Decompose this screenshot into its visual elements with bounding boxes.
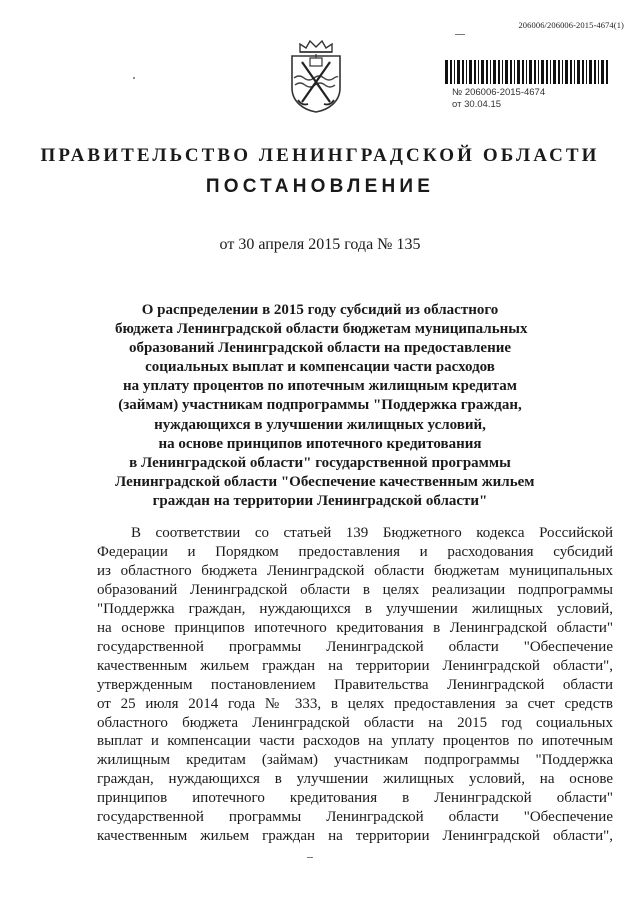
subject-line: на основе принципов ипотечного кредитования [158,435,482,452]
subject-line: (займам) участникам подпрограммы "Поддержка граждан, [118,397,522,414]
document-id: 206006/206006-2015-4674(1) [518,20,624,30]
scan-mark [455,34,465,35]
body-line: от 25 июля 2014 года № 333, в целях предоставления за счет средств [97,695,613,712]
body-line: образований Ленинградской области в целях реализации подпрограммы [97,581,613,598]
subject-line: образований Ленинградской области на предоставление [128,340,512,357]
scan-speck [133,77,135,79]
document-body [97,524,613,846]
government-title: ПРАВИТЕЛЬСТВО ЛЕНИНГРАДСКОЙ ОБЛАСТИ [40,145,600,166]
body-line: В соответствии со статьей 139 Бюджетного кодекса Российской [131,525,613,541]
body-line: "Поддержка граждан, нуждающихся в улучшении жилищных условий, [97,600,613,617]
body-line: государственной программы Ленинградской области "Обеспечение [97,809,613,826]
body-line: Федерации и Порядком предоставления и расходования субсидий [97,543,613,560]
body-line: граждан, нуждающихся в улучшении жилищных условий, на основе [97,771,613,788]
body-line: качественным жильем граждан на территории Ленинградской области", [97,657,613,674]
subject-line: в Ленинградской области" государственной программы [129,454,511,471]
body-line: государственной программы Ленинградской области "Обеспечение [97,638,613,655]
registration-number: № 206006-2015-4674 [452,87,546,98]
subject-line: нуждающихся в улучшении жилищных условий, [154,416,486,433]
registration-date: от 30.04.15 [452,99,502,110]
barcode-icon [445,60,611,84]
subject-line: бюджета Ленинградской области бюджетам муниципальных [115,321,528,338]
subject-line: граждан на территории Ленинградской области" [152,492,488,509]
document-date-number: от 30 апреля 2015 года № 135 [219,236,421,253]
document-subject [115,301,535,511]
scan-mark [307,857,313,858]
body-line: областного бюджета Ленинградской области на 2015 год социальных [97,714,613,731]
subject-line: О распределении в 2015 году субсидий из областного [141,302,499,318]
subject-line: социальных выплат и компенсации части расходов [145,359,495,376]
body-line: принципов ипотечного кредитования в Ленинградской области" [97,790,613,807]
body-line: качественным жильем граждан на территории Ленинградской области", [97,828,613,845]
body-line: выплат и компенсации части расходов на уплату процентов по ипотечным [97,733,613,750]
body-line: из областного бюджета Ленинградской области бюджетам муниципальных [97,562,613,579]
body-line: жилищным кредитам (займам) участникам подпрограммы "Поддержка [97,752,613,769]
body-line: на основе принципов ипотечного кредитования в Ленинградской области" [97,619,613,636]
body-line: утвержденным постановлением Правительства Ленинградской области [97,676,613,693]
subject-line: на уплату процентов по ипотечным жилищным кредитам [123,378,517,395]
subject-line: Ленинградской области "Обеспечение качественным жильем [115,473,535,490]
leningrad-oblast-coat-of-arms-icon [286,38,346,114]
document-type-title: ПОСТАНОВЛЕНИЕ [205,176,435,197]
